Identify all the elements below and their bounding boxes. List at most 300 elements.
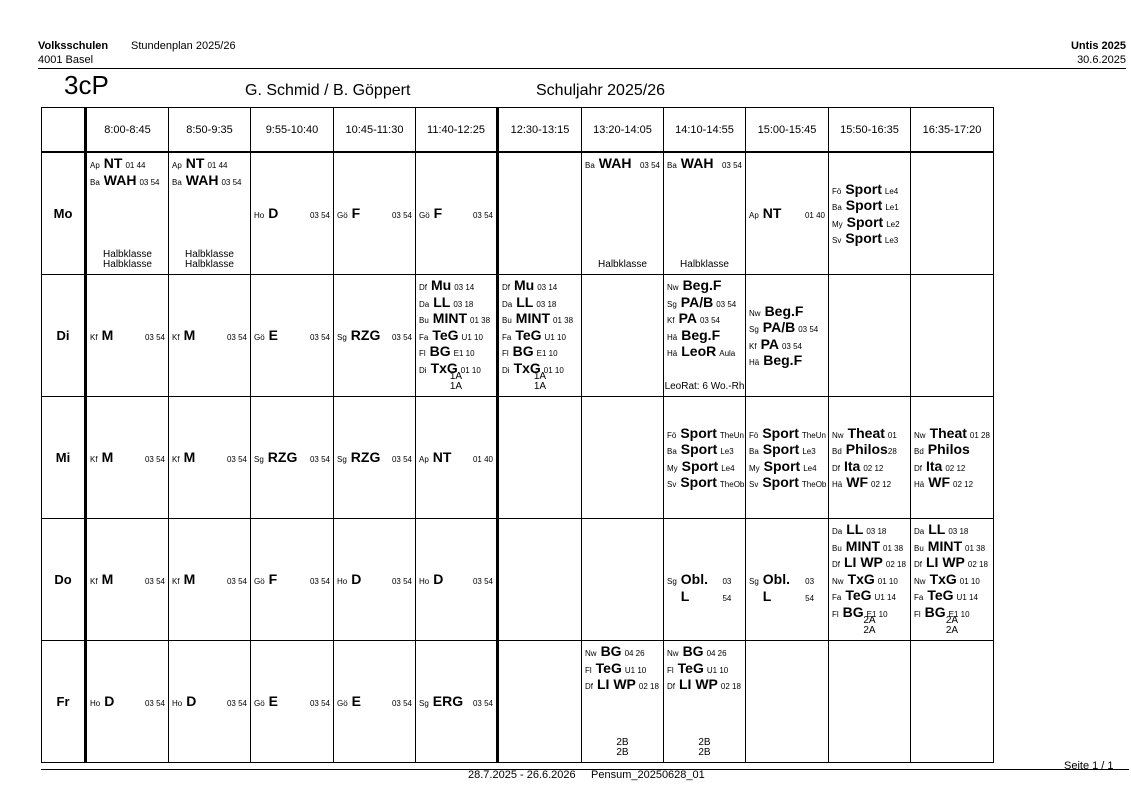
lesson-cell[interactable] <box>911 641 994 763</box>
room-code: 02 12 <box>945 463 966 473</box>
lesson-entry <box>334 571 415 588</box>
teacher-code: Sg <box>337 333 347 343</box>
subject-code: BG <box>842 603 864 620</box>
school-name: Volksschulen <box>38 40 109 52</box>
cell-note-line: Halbklasse <box>598 259 647 270</box>
cell-note <box>499 372 581 392</box>
lesson-entry <box>169 172 250 189</box>
room-code: 03 54 <box>722 577 732 603</box>
lesson-cell[interactable] <box>251 275 334 397</box>
school-address: 4001 Basel <box>38 54 94 66</box>
lesson-cell[interactable] <box>169 641 251 763</box>
cell-note-line: 2A <box>945 615 959 626</box>
room-code: 01 38 <box>965 543 986 553</box>
teacher-code: Bu <box>832 543 842 553</box>
lesson-cell[interactable] <box>334 275 416 397</box>
cell-note-line: 1A <box>449 381 463 392</box>
lesson-cell[interactable] <box>664 152 746 275</box>
room-code: 02 12 <box>871 480 892 489</box>
subject-code: NT <box>762 205 782 222</box>
lesson-entry <box>582 155 663 172</box>
room-code: 02 18 <box>885 560 906 569</box>
room-code: 03 54 <box>226 455 247 465</box>
cell-note-line: 2B <box>616 747 629 758</box>
lesson-cell[interactable] <box>334 519 416 641</box>
lesson-entry <box>746 425 828 442</box>
room-code: 01 44 <box>207 161 228 170</box>
room-code: U1 10 <box>706 665 729 675</box>
subject-code: LI WP <box>844 554 883 570</box>
timetable-grid <box>41 107 994 763</box>
lesson-cell[interactable] <box>498 641 582 763</box>
teacher-code: Di <box>502 365 510 375</box>
cell-note-line: Halbklasse <box>103 249 152 260</box>
lesson-cell[interactable] <box>86 641 169 763</box>
teacher-code: Ho <box>254 211 265 221</box>
lesson-cell[interactable] <box>582 397 664 519</box>
cell-note <box>87 250 168 270</box>
teacher-code: Kf <box>90 577 98 587</box>
app-name: Untis 2025 <box>1070 40 1126 52</box>
lesson-entry <box>251 327 333 344</box>
lesson-cell[interactable] <box>746 275 829 397</box>
period-header: 14:10-14:55 <box>664 108 746 153</box>
lesson-cell[interactable] <box>169 397 251 519</box>
teacher-code: Ap <box>172 161 182 170</box>
lesson-entry <box>829 197 910 214</box>
lesson-cell[interactable] <box>498 519 582 641</box>
cell-note <box>582 738 663 758</box>
subject-code: LL <box>846 521 864 537</box>
teacher-code: Df <box>832 463 840 473</box>
period-header: 9:55-10:40 <box>251 108 334 153</box>
lesson-cell[interactable] <box>498 275 582 397</box>
teacher-code: Fa <box>419 332 429 342</box>
cell-note <box>664 382 745 392</box>
teacher-code: Fa <box>914 593 924 602</box>
subject-code: Theat <box>847 424 885 441</box>
lesson-cell[interactable] <box>829 152 911 275</box>
teacher-code: Bu <box>502 316 512 325</box>
lesson-entry <box>416 277 496 294</box>
subject-code: D <box>268 205 279 222</box>
lesson-cell[interactable] <box>251 397 334 519</box>
lesson-entry <box>416 294 496 311</box>
lesson-cell[interactable] <box>86 152 169 275</box>
lesson-cell[interactable] <box>86 397 169 519</box>
lesson-entry <box>416 449 496 466</box>
subject-code: PA <box>678 310 697 326</box>
lesson-entry <box>664 458 745 475</box>
subject-code: PA <box>760 335 779 352</box>
lesson-cell[interactable] <box>582 641 664 763</box>
room-code: E1 10 <box>536 349 558 358</box>
lesson-cell[interactable] <box>746 641 829 763</box>
subject-code: WAH <box>103 171 137 188</box>
lesson-cell[interactable] <box>169 275 251 397</box>
subject-code: F <box>351 205 361 222</box>
lesson-cell[interactable] <box>746 152 829 275</box>
subject-code: Beg.F <box>764 302 804 319</box>
lesson-entry <box>334 449 415 466</box>
lesson-entry <box>746 319 828 336</box>
room-code: U1 14 <box>874 593 896 602</box>
subject-code: D <box>351 571 362 588</box>
subject-code: Philos <box>927 441 970 457</box>
cell-note-line: 1A <box>533 371 547 382</box>
cell-note <box>416 372 496 392</box>
day-label: Mi <box>42 397 86 519</box>
teacher-code: Da <box>914 527 925 536</box>
room-code: 03 54 <box>716 299 737 309</box>
lesson-entry <box>664 474 745 491</box>
teacher-code: Ap <box>419 455 429 465</box>
lesson-entry <box>829 230 910 247</box>
subject-code: M <box>183 571 196 588</box>
teacher-code: Da <box>832 527 843 536</box>
teacher-code: Df <box>585 682 593 691</box>
day-row <box>42 519 994 641</box>
subject-code: BG <box>429 343 451 359</box>
lesson-cell[interactable] <box>498 397 582 519</box>
day-row <box>42 152 994 275</box>
lesson-entry <box>664 643 745 660</box>
lesson-cell[interactable] <box>829 641 911 763</box>
subject-code: TxG <box>513 359 541 376</box>
lesson-entry <box>416 571 496 588</box>
subject-code: LI WP <box>679 676 718 692</box>
teacher-code: Bu <box>914 543 924 553</box>
corner-cell <box>42 108 86 153</box>
room-code: 03 18 <box>948 527 969 536</box>
cell-note-line: 2B <box>698 737 711 748</box>
subject-code: TeG <box>927 587 954 603</box>
subject-code: LI WP <box>926 554 965 570</box>
lesson-entry <box>664 277 745 294</box>
subject-code: MINT <box>927 537 963 554</box>
room-code: 03 54 <box>805 577 815 603</box>
period-header: 8:50-9:35 <box>169 108 251 153</box>
lesson-cell[interactable] <box>169 152 251 275</box>
room-code: 03 54 <box>639 161 660 170</box>
room-code: TheUn <box>719 430 744 440</box>
lesson-entry <box>664 441 745 458</box>
lesson-cell[interactable] <box>582 152 664 275</box>
subject-code: TeG <box>595 659 622 676</box>
subject-code: Mu <box>514 277 535 293</box>
day-label: Fr <box>42 641 86 763</box>
room-code: 03 54 <box>391 455 412 465</box>
lesson-cell[interactable] <box>911 275 994 397</box>
subject-code: Sport <box>846 213 884 230</box>
lesson-cell[interactable] <box>829 519 911 641</box>
subject-code: Sport <box>762 441 800 457</box>
teacher-code: Kf <box>172 455 180 465</box>
lesson-entry <box>664 343 745 360</box>
room-code: 03 18 <box>866 527 887 536</box>
cell-note <box>664 738 745 758</box>
room-code: 03 54 <box>144 455 165 465</box>
lesson-cell[interactable] <box>334 397 416 519</box>
room-code: 03 54 <box>391 699 412 709</box>
teacher-code: Fa <box>502 332 512 342</box>
subject-code: TeG <box>515 326 542 343</box>
room-code: 01 10 <box>460 365 481 375</box>
subject-code: WAH <box>185 171 219 188</box>
lesson-cell[interactable] <box>498 152 582 275</box>
lesson-cell[interactable] <box>664 519 746 641</box>
lesson-entry <box>169 449 250 466</box>
room-code: 03 54 <box>391 577 412 587</box>
room-code: 03 54 <box>226 577 247 587</box>
lesson-entry <box>911 441 993 458</box>
lesson-cell[interactable] <box>664 397 746 519</box>
lesson-entry <box>911 521 993 538</box>
lesson-entry <box>746 336 828 353</box>
subject-code: Sport <box>680 424 717 441</box>
room-code: 03 54 <box>472 577 493 587</box>
lesson-entry <box>582 676 663 693</box>
lesson-entry <box>746 205 828 222</box>
subject-code: WAH <box>680 155 714 171</box>
lesson-entry <box>334 327 415 344</box>
subject-code: D <box>104 693 115 710</box>
room-code: 03 54 <box>391 333 412 343</box>
page-number: Seite 1 / 1 <box>1064 760 1114 772</box>
lesson-entry <box>664 676 745 693</box>
room-code: 03 54 <box>699 316 721 325</box>
subject-code: Sport <box>762 474 799 490</box>
subject-code: WAH <box>598 155 632 171</box>
teacher-code: Fl <box>914 609 921 619</box>
cell-note <box>911 616 993 636</box>
lesson-cell[interactable] <box>251 152 334 275</box>
plan-title: Stundenplan 2025/26 <box>131 40 236 52</box>
day-row <box>42 275 994 397</box>
room-code: 03 54 <box>472 211 493 221</box>
lesson-cell[interactable] <box>829 275 911 397</box>
room-code: U1 10 <box>544 332 566 342</box>
lesson-entry <box>664 571 745 604</box>
subject-code: D <box>186 693 197 710</box>
room-code: 04 26 <box>706 649 727 658</box>
subject-code: TxG <box>430 359 458 376</box>
lesson-entry <box>87 155 168 172</box>
room-code: 03 14 <box>454 283 475 292</box>
teacher-code: Sg <box>749 577 759 587</box>
teacher-code: Kf <box>172 577 180 587</box>
teacher-code: Nw <box>667 283 679 292</box>
lesson-cell[interactable] <box>416 275 498 397</box>
subject-code: PA/B <box>762 319 796 335</box>
subject-code: Beg.F <box>763 352 803 368</box>
subject-code: Sport <box>680 474 717 490</box>
subject-code: E <box>268 693 279 710</box>
cell-note <box>169 250 250 270</box>
lesson-cell[interactable] <box>86 275 169 397</box>
lesson-cell[interactable] <box>664 641 746 763</box>
subject-code: Sport <box>762 424 799 441</box>
teacher-code: Df <box>419 283 427 292</box>
lesson-entry <box>334 205 415 222</box>
room-code: 01 40 <box>472 455 493 465</box>
lesson-entry <box>829 441 910 458</box>
teacher-code: Sv <box>832 236 842 245</box>
period-header: 12:30-13:15 <box>498 108 582 153</box>
subject-code: LL <box>516 293 534 310</box>
teacher-code: Df <box>914 560 922 569</box>
subject-code: TxG <box>929 570 957 587</box>
room-code: Aula <box>719 349 736 358</box>
teacher-code: Bu <box>419 316 429 325</box>
subject-code: RZG <box>350 449 381 466</box>
teacher-code: Sg <box>337 455 347 465</box>
lesson-cell[interactable] <box>911 152 994 275</box>
subject-code: PA/B <box>680 293 714 310</box>
teacher-code: Sg <box>749 325 759 334</box>
lesson-cell[interactable] <box>416 519 498 641</box>
lesson-cell[interactable] <box>911 519 994 641</box>
teacher-code: Ho <box>419 577 430 587</box>
subject-code: WF <box>928 474 950 490</box>
lesson-entry <box>829 474 910 491</box>
lesson-cell[interactable] <box>582 519 664 641</box>
teacher-code: Ba <box>667 447 677 456</box>
cell-note-line: LeoRat: 6 Wo.-Rh <box>664 381 745 392</box>
teacher-code: Bd <box>914 447 924 456</box>
teacher-code: Da <box>502 299 513 309</box>
lesson-cell[interactable] <box>334 152 416 275</box>
lesson-entry <box>499 277 581 294</box>
lesson-cell[interactable] <box>251 519 334 641</box>
subject-code: TeG <box>432 326 459 343</box>
lesson-entry <box>251 693 333 710</box>
subject-code: E <box>351 693 362 710</box>
subject-code: Ita <box>926 457 943 474</box>
teacher-code: Nw <box>914 576 926 586</box>
teacher-code: Nw <box>749 308 761 318</box>
subject-code: Sport <box>680 441 718 457</box>
lesson-cell[interactable] <box>746 519 829 641</box>
period-header: 15:50-16:35 <box>829 108 911 153</box>
room-code: 03 54 <box>226 699 247 709</box>
lesson-cell[interactable] <box>416 641 498 763</box>
teacher-code: Ba <box>172 177 182 187</box>
teacher-code: Df <box>502 283 510 292</box>
lesson-cell[interactable] <box>334 641 416 763</box>
lesson-entry <box>911 538 993 555</box>
room-code: 03 54 <box>309 577 330 587</box>
teacher-code: Df <box>832 560 840 569</box>
teacher-code: My <box>667 463 678 473</box>
subject-code: Mu <box>431 277 452 293</box>
lesson-entry <box>911 474 993 491</box>
room-code: 02 12 <box>863 463 884 473</box>
lesson-cell[interactable] <box>582 275 664 397</box>
teacher-code: Kf <box>90 455 98 465</box>
teacher-code: Gö <box>254 699 265 709</box>
room-code: Le4 <box>721 463 735 473</box>
room-code: 03 54 <box>309 333 330 343</box>
header-rule <box>38 68 1126 69</box>
cell-note-line: 2A <box>863 615 876 626</box>
lesson-entry <box>829 521 910 538</box>
lesson-entry <box>251 571 333 588</box>
subject-code: TeG <box>845 587 872 603</box>
room-code: 03 18 <box>453 299 474 309</box>
lesson-entry <box>87 327 168 344</box>
lesson-cell[interactable] <box>169 519 251 641</box>
lesson-entry <box>664 155 745 172</box>
lesson-entry <box>746 474 828 491</box>
teacher-code: Sv <box>749 480 759 489</box>
teacher-code: My <box>749 463 760 473</box>
subject-code: Theat <box>929 424 967 441</box>
lesson-cell[interactable] <box>664 275 746 397</box>
lesson-entry <box>582 643 663 660</box>
cell-note-line: Halbklasse <box>680 259 729 270</box>
teacher-code: Ap <box>90 161 100 170</box>
lesson-cell[interactable] <box>416 397 498 519</box>
room-code: 01 38 <box>470 316 491 325</box>
lesson-cell[interactable] <box>251 641 334 763</box>
subject-code: E <box>268 327 279 344</box>
room-code: U1 14 <box>956 593 978 602</box>
footer-rule <box>41 769 1129 770</box>
lesson-cell[interactable] <box>416 152 498 275</box>
lesson-cell[interactable] <box>746 397 829 519</box>
lesson-entry <box>416 205 496 222</box>
room-code: 02 18 <box>720 682 741 691</box>
class-teachers: G. Schmid / B. Göppert <box>245 82 411 99</box>
subject-code: Sport <box>763 457 801 474</box>
teacher-code: Nw <box>914 430 926 440</box>
subject-code: MINT <box>845 537 881 554</box>
teacher-code: Ba <box>585 161 595 170</box>
teacher-code: Hä <box>667 349 678 358</box>
subject-code: Beg.F <box>682 277 722 293</box>
cell-note <box>664 260 745 270</box>
teacher-code: Fö <box>749 430 759 440</box>
lesson-cell[interactable] <box>911 397 994 519</box>
school-year: Schuljahr 2025/26 <box>536 82 665 99</box>
teacher-code: Ba <box>749 447 759 456</box>
room-code: Le3 <box>802 447 816 456</box>
cell-note <box>829 616 910 636</box>
teacher-code: Df <box>914 463 922 473</box>
lesson-cell[interactable] <box>829 397 911 519</box>
subject-code: NT <box>185 155 205 171</box>
teacher-code: Ba <box>832 203 842 212</box>
lesson-entry <box>911 458 993 475</box>
subject-code: M <box>101 449 114 466</box>
subject-code: RZG <box>350 327 381 344</box>
subject-code: LeoR <box>681 343 717 359</box>
subject-code: F <box>268 571 278 588</box>
lesson-entry <box>746 571 828 604</box>
teacher-code: Kf <box>667 316 675 325</box>
footer-pensum: Pensum_20250628_01 <box>591 769 705 781</box>
lesson-entry <box>911 425 993 442</box>
room-code: 03 54 <box>309 455 330 465</box>
room-code: 03 54 <box>721 161 742 170</box>
room-code: Le4 <box>803 463 817 473</box>
teacher-code: Fl <box>419 349 426 358</box>
lesson-cell[interactable] <box>86 519 169 641</box>
room-code: 03 54 <box>798 325 819 334</box>
day-label: Di <box>42 275 86 397</box>
lesson-entry <box>499 310 581 327</box>
